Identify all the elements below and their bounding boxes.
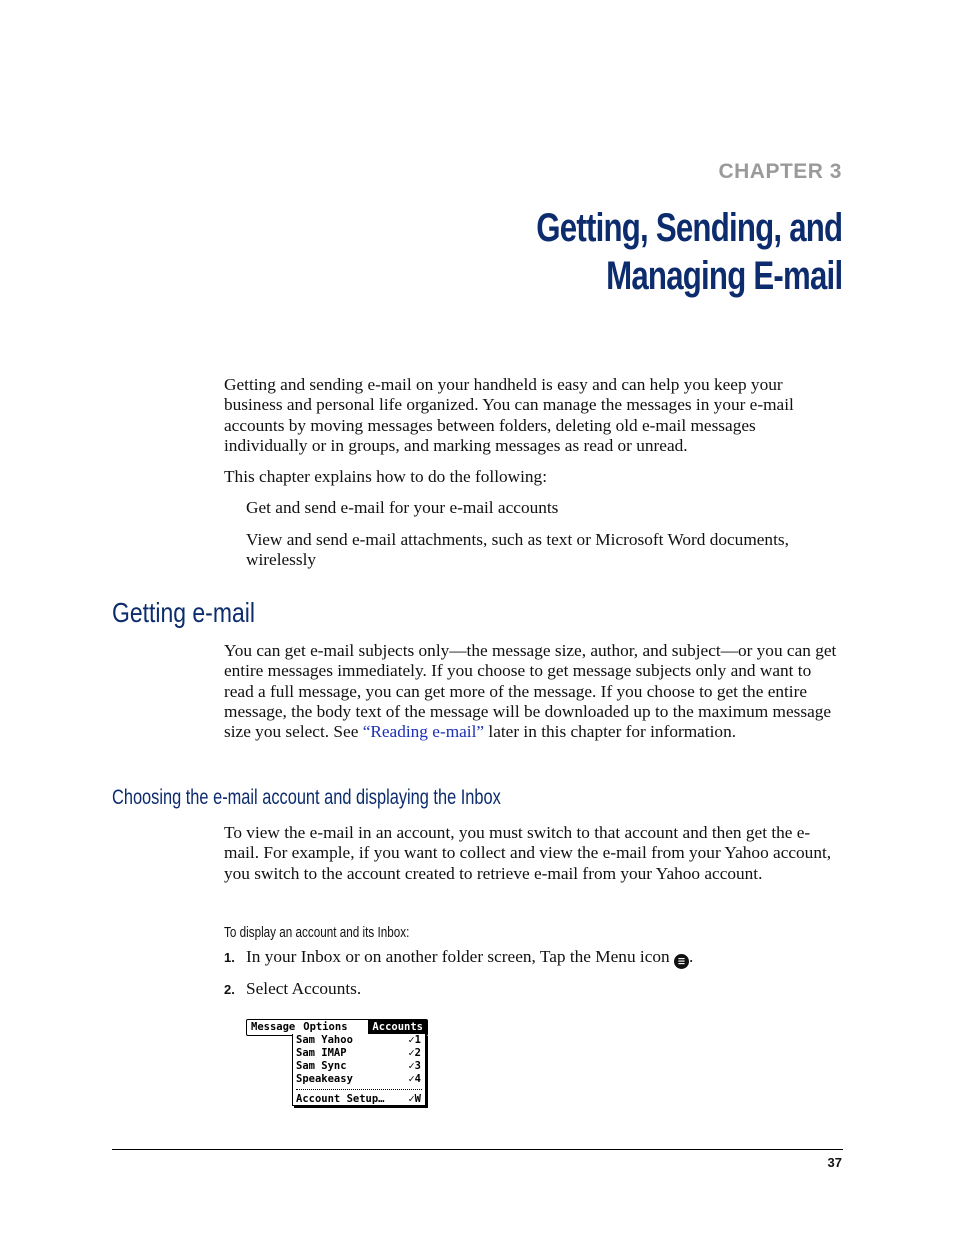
palm-menu-screenshot xyxy=(246,1019,428,1109)
menu-options[interactable]: Options xyxy=(303,1021,348,1033)
menu-item-label: Sam IMAP xyxy=(296,1047,347,1059)
chapter-title xyxy=(536,204,842,300)
menu-item-shortcut: ✓4 xyxy=(408,1073,421,1085)
menu-item-shortcut: ✓W xyxy=(408,1093,421,1105)
chapter-title-line1: Getting, Sending, and xyxy=(535,206,842,250)
menu-item-label: Sam Yahoo xyxy=(296,1034,353,1046)
menu-item-sam-yahoo[interactable] xyxy=(293,1034,425,1047)
reading-email-link[interactable]: “Reading e-mail” xyxy=(362,722,485,742)
menu-item-sam-imap[interactable] xyxy=(293,1047,425,1060)
intro-lead-in: This chapter explains how to do the following: xyxy=(224,467,548,486)
menu-item-shortcut: ✓3 xyxy=(408,1060,421,1072)
menu-item-shortcut: ✓1 xyxy=(408,1034,421,1046)
step-text: Select Accounts. xyxy=(246,979,362,998)
bullet-item: View and send e-mail attachments, such as text or Microsoft Word documents, wirelessly xyxy=(246,530,789,570)
menu-message[interactable]: Message xyxy=(251,1021,296,1033)
section-heading-getting-email: Getting e-mail xyxy=(112,597,255,628)
step-text-end: . xyxy=(688,947,694,966)
intro-paragraph: Getting and sending e-mail on your handheld is easy and can help you keep your business and personal life organized. You can manage the messages in your e-mail accounts by moving messages between folders, deleting old e-mail messages individually or in groups, and marking messages as read or unread. xyxy=(224,375,794,455)
menu-item-label: Sam Sync xyxy=(296,1060,347,1072)
procedure-heading: To display an account and its Inbox: xyxy=(224,924,410,941)
section1-paragraph xyxy=(224,641,842,742)
footer-rule xyxy=(112,1149,843,1150)
menu-item-account-setup[interactable] xyxy=(293,1093,425,1106)
accounts-dropdown xyxy=(292,1034,426,1106)
menu-separator xyxy=(296,1089,422,1090)
page-number: 37 xyxy=(827,1155,842,1170)
step-number: 2. xyxy=(224,982,235,997)
menu-item-shortcut: ✓2 xyxy=(408,1047,421,1059)
step-number: 1. xyxy=(224,950,235,965)
menu-item-speakeasy[interactable] xyxy=(293,1073,425,1086)
chapter-title-line2: Managing E-mail xyxy=(605,254,842,298)
section1-text-end: later in this chapter for information. xyxy=(484,722,737,742)
step-1 xyxy=(224,947,842,968)
step-2 xyxy=(224,979,842,1000)
step-text: In your Inbox or on another folder screen, Tap the Menu icon xyxy=(246,947,670,966)
menu-item-label: Account Setup… xyxy=(296,1093,385,1105)
menu-icon: ☰ xyxy=(674,954,689,969)
menu-accounts[interactable]: Accounts xyxy=(368,1020,427,1035)
menu-item-sam-sync[interactable] xyxy=(293,1060,425,1073)
section1-text: You can get e-mail subjects only—the message size, author, and subject—or you can get entire messages immediately. If you choose to get message subjects only and want to read a full message, you can get more of the message. If you choose to get the entire message, the body text of the message will be downloaded up to the maximum message size you select. See xyxy=(224,641,837,742)
chapter-label: CHAPTER 3 xyxy=(718,160,842,183)
section2-paragraph: To view the e-mail in an account, you must switch to that account and then get the e-mail. For example, if you want to collect and view the e-mail from your Yahoo account, you switch to the account created to retrieve e-mail from your Yahoo account. xyxy=(224,823,832,883)
menu-item-label: Speakeasy xyxy=(296,1073,353,1085)
bullet-item: Get and send e-mail for your e-mail accounts xyxy=(246,498,559,517)
subsection-heading: Choosing the e-mail account and displaying the Inbox xyxy=(112,786,501,809)
